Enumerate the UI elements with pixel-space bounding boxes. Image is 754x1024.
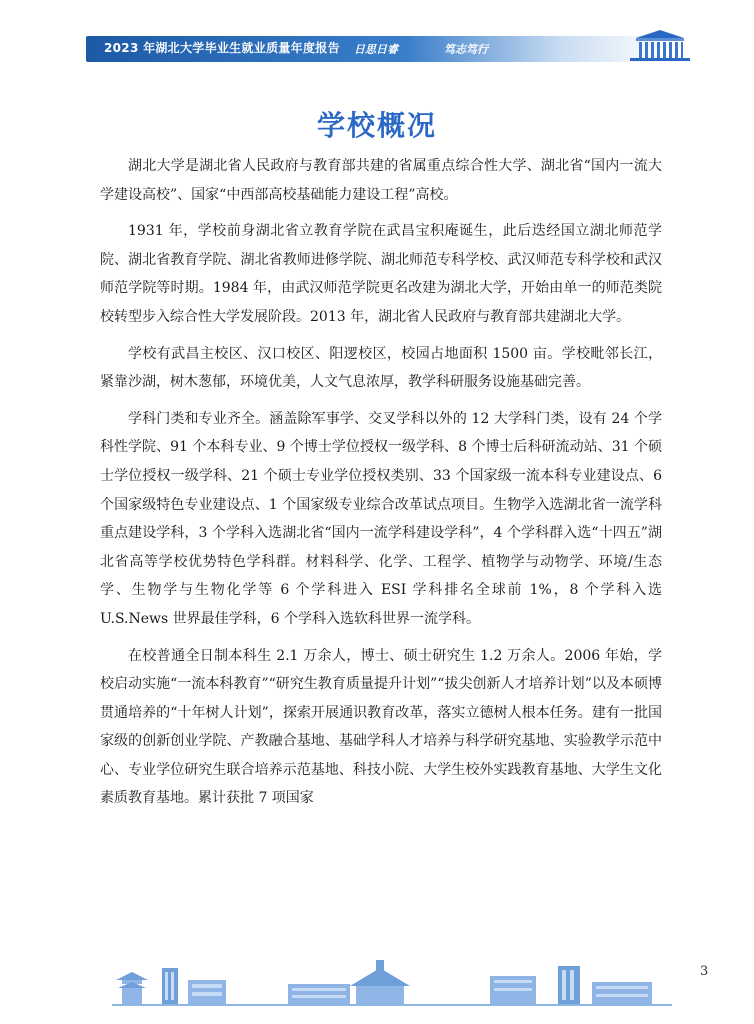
paragraph-students: 在校普通全日制本科生 2.1 万余人，博士、硕士研究生 1.2 万余人。2006 年始，学校启动实施“一流本科教育”“研究生教育质量提升计划”“拔尖创新人才培养计划”以及本硕博贯通培养的“十年树人计划”，探索开展通识教育改革，落实立德树人根本任务。建有一批国家级的创新创业学院、产教融合基地、基础学科人才培养与科学研究基地、实验教学示范中心、专业学位研究生联合培养示范基地、科技小院、大学生校外实践教育基地、大学生文化素质教育基地。累计获批 7 项国家 <box>100 647 662 807</box>
motto-left: 日思日睿 <box>354 43 398 56</box>
page-title: 学校概况 <box>316 109 437 142</box>
paragraph-campus: 学校有武昌主校区、汉口校区、阳逻校区，校园占地面积 1500 亩。学校毗邻长江，紧靠沙湖，树木葱郁，环境优美，人文气息浓厚，教学科研服务设施基础完善。 <box>100 345 662 391</box>
motto-right: 笃志笃行 <box>444 43 488 56</box>
body-text <box>100 152 662 821</box>
report-header-banner <box>86 36 666 62</box>
building-icon <box>628 28 692 62</box>
paragraph-history: 1931 年，学校前身湖北省立教育学院在武昌宝积庵诞生，此后迭经国立湖北师范学院、湖北省教育学院、湖北省教师进修学院、湖北师范专科学校、武汉师范专科学校和武汉师范学院等时期。1984 年，由武汉师范学院更名改建为湖北大学，开始由单一的师范类院校转型步入综合性大学发展阶段。2013 年，湖北省人民政府与教育部共建湖北大学。 <box>100 223 662 325</box>
report-title: 2023 年湖北大学毕业生就业质量年度报告 <box>104 41 340 55</box>
campus-skyline-illustration <box>112 958 672 1008</box>
page-number: 3 <box>700 964 709 979</box>
paragraph-disciplines: 学科门类和专业齐全。涵盖除军事学、交叉学科以外的 12 大学科门类，设有 24 个学科性学院、91 个本科专业、9 个博士学位授权一级学科、8 个博士后科研流动站、31 个硕士学位授权一级学科、21 个硕士专业学位授权类别、33 个国家级一流本科专业建设点、6 个国家级特色专业建设点、1 个国家级专业综合改革试点项目。生物学入选湖北省一流学科重点建设学科，3 个学科入选湖北省“国内一流学科建设学科”，4 个学科群入选“十四五”湖北省高等学校优势特色学科群。材料科学、化学、工程学、植物学与动物学、环境/生态学、生物学与生物化学等 6 个学科进入 ESI 学科排名全球前 1%，8 个学科入选 U.S.News 世界最佳学科，6 个学科入选软科世界一流学科。 <box>100 410 662 627</box>
paragraph-intro: 湖北大学是湖北省人民政府与教育部共建的省属重点综合性大学、湖北省“国内一流大学建设高校”、国家“中西部高校基础能力建设工程”高校。 <box>100 158 662 203</box>
